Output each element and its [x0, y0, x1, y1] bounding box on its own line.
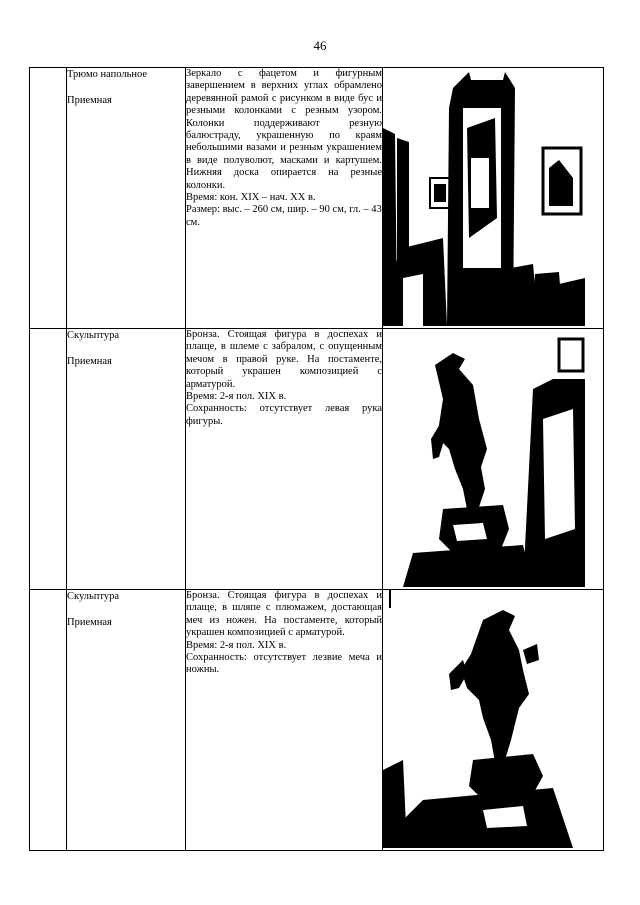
item-description: Бронза. Стоящая фигура в доспехах и плаще, в шляпе с плюмажем, достающая меч из ножен. На постаменте, который украшен композицией с арматурой. — [186, 590, 382, 639]
item-condition: Сохранность: отсутствует лезвие меча и ножны. — [186, 652, 382, 676]
page-number: 46 — [313, 38, 327, 53]
name-cell — [67, 590, 186, 851]
table-row — [30, 68, 604, 329]
row-number-cell — [30, 590, 67, 851]
item-description: Зеркало с фацетом и фигурным завершением в верхних углах обрамлено деревянной рамой с рисунком в виде бус и резными колонками с резным узором. Колонки поддерживают резную балюстраду, украшенную по краям небольшими вазами и резным украшением в виде полуволют, масками и картушем. Нижняя доска опирается на резные колонки. — [186, 68, 382, 191]
item-name: Скульптура — [67, 591, 120, 602]
item-name: Трюмо напольное — [67, 69, 148, 80]
item-date: Время: кон. XIX – нач. XX в. — [186, 192, 316, 204]
row-number-cell — [30, 329, 67, 590]
item-date: Время: 2-я пол. XIX в. — [186, 391, 287, 403]
photo-cell — [383, 68, 604, 329]
item-room: Приемная — [67, 617, 112, 628]
item-room: Приемная — [67, 95, 112, 106]
sculpture-photo — [383, 590, 603, 848]
item-date: Время: 2-я пол. XIX в. — [186, 639, 287, 651]
item-room: Приемная — [67, 356, 112, 367]
photo-cell — [383, 590, 604, 851]
name-cell — [67, 329, 186, 590]
description-cell — [186, 590, 383, 851]
item-condition: Сохранность: отсутствует левая рука фигуры. — [186, 403, 382, 427]
description-cell — [186, 329, 383, 590]
name-cell — [67, 68, 186, 329]
table-row — [30, 590, 604, 851]
row-number-cell — [30, 68, 67, 329]
sculpture-photo — [383, 329, 603, 587]
item-description: Бронза. Стоящая фигура в доспехах и плаще, в шлеме с забралом, с опущенным мечом в правой руке. На постаменте, который украшен композицией с арматурой. — [186, 329, 382, 390]
table-row — [30, 329, 604, 590]
description-cell — [186, 68, 383, 329]
item-name: Скульптура — [67, 330, 120, 341]
photo-cell — [383, 329, 604, 590]
inventory-table — [29, 67, 604, 851]
item-size: Размер: выс. – 260 см, шир. – 90 см, гл. – 43 см. — [186, 204, 382, 228]
mirror-photo — [383, 68, 603, 326]
